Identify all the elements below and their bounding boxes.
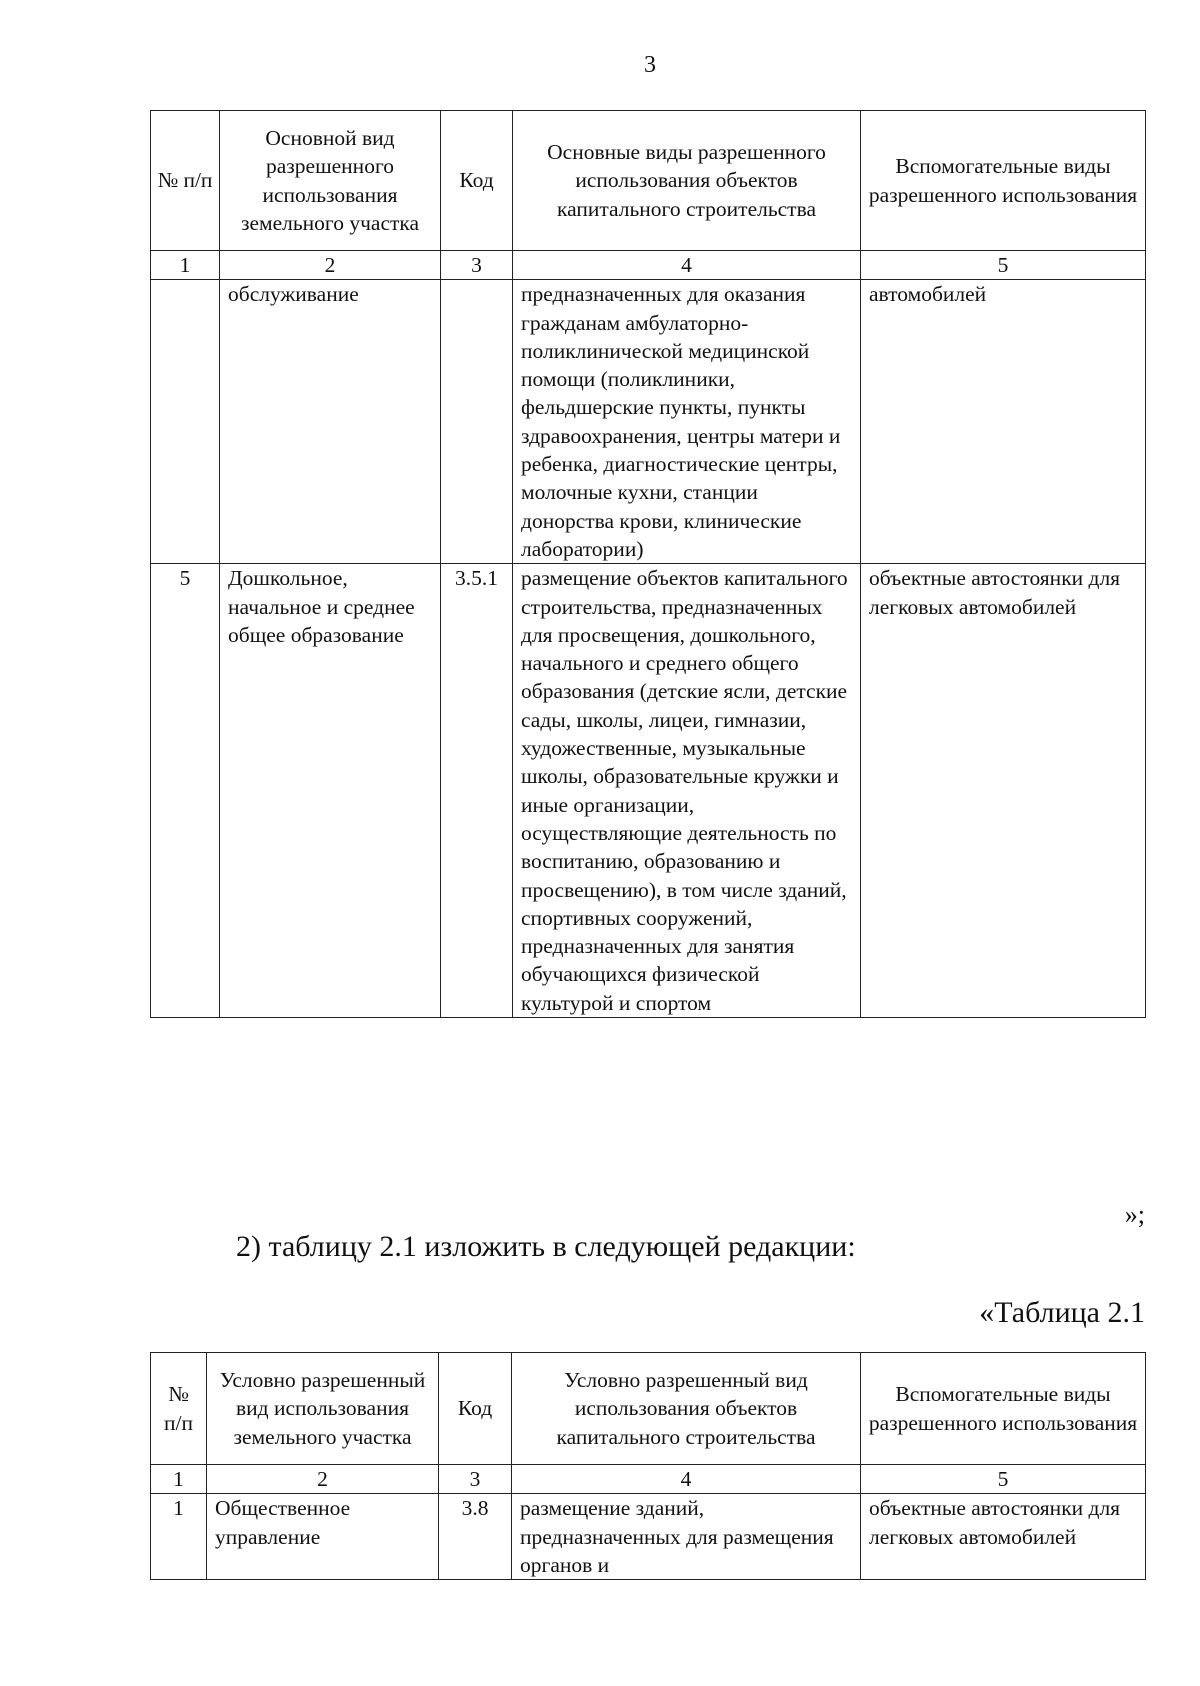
header-cell-land-use-type: Основной вид разрешенного использования земельного участка [220,111,441,251]
column-number: 2 [220,251,441,280]
row-land-use-type: Общественное управление [207,1494,439,1580]
row-code: 3.8 [439,1494,512,1580]
column-number: 3 [439,1465,512,1494]
row-construction-use: размещение объектов капитального строительства, предназначенных для просвещения, дошкольного, начального и среднего общего образования (детские ясли, детские сады, школы, лицеи, гимназии, художественные, музыкальные школы, образовательные кружки и иные организации, осуществляющие деятельность по воспитанию, образованию и просвещению), в том числе зданий, спортивных сооружений, предназначенных для занятия обучающихся физической культурой и спортом [513,564,861,1018]
column-number: 5 [861,251,1146,280]
column-number-row [151,251,1146,280]
row-construction-use: предназначенных для оказания гражданам амбулаторно-поликлинической медицинской помощи (поликлиники, фельдшерские пункты, пункты здравоохранения, центры матери и ребенка, диагностические центры, молочные кухни, станции донорства крови, клинические лаборатории) [513,280,861,564]
column-number: 3 [441,251,513,280]
column-number-row [151,1465,1146,1494]
land-use-table-main [150,110,1146,1018]
row-number: 5 [151,564,220,1018]
amendment-instruction: 2) таблицу 2.1 изложить в следующей редакции: [236,1230,856,1263]
header-cell-construction-use: Основные виды разрешенного использования объектов капитального строительства [513,111,861,251]
row-auxiliary-use: автомобилей [861,280,1146,564]
row-land-use-type: Дошкольное, начальное и среднее общее образование [220,564,441,1018]
row-construction-use: размещение зданий, предназначенных для размещения органов и [512,1494,861,1580]
row-number [151,280,220,564]
header-cell-auxiliary-use: Вспомогательные виды разрешенного использования [861,1353,1146,1465]
header-cell-code: Код [439,1353,512,1465]
header-cell-land-use-type: Условно разрешенный вид использования земельного участка [207,1353,439,1465]
table-row [151,280,1146,564]
row-code [441,280,513,564]
row-land-use-type: обслуживание [220,280,441,564]
column-number: 1 [151,251,220,280]
column-number: 4 [513,251,861,280]
header-cell-number: № п/п [151,111,220,251]
header-cell-construction-use: Условно разрешенный вид использования объектов капитального строительства [512,1353,861,1465]
row-number: 1 [151,1494,207,1580]
column-number: 1 [151,1465,207,1494]
table-header-row [151,111,1146,251]
column-number: 2 [207,1465,439,1494]
closing-quote: »; [1124,1200,1145,1229]
row-code: 3.5.1 [441,564,513,1018]
table-row [151,1494,1146,1580]
land-use-table-conditional [150,1352,1146,1580]
header-cell-code: Код [441,111,513,251]
table-caption: «Таблица 2.1 [979,1296,1145,1329]
row-auxiliary-use: объектные автостоянки для легковых автомобилей [861,1494,1146,1580]
header-cell-number: № п/п [151,1353,207,1465]
column-number: 5 [861,1465,1146,1494]
header-cell-auxiliary-use: Вспомогательные виды разрешенного использования [861,111,1146,251]
table-header-row [151,1353,1146,1465]
page-number: 3 [644,52,656,78]
row-auxiliary-use: объектные автостоянки для легковых автомобилей [861,564,1146,1018]
column-number: 4 [512,1465,861,1494]
table-row [151,564,1146,1018]
